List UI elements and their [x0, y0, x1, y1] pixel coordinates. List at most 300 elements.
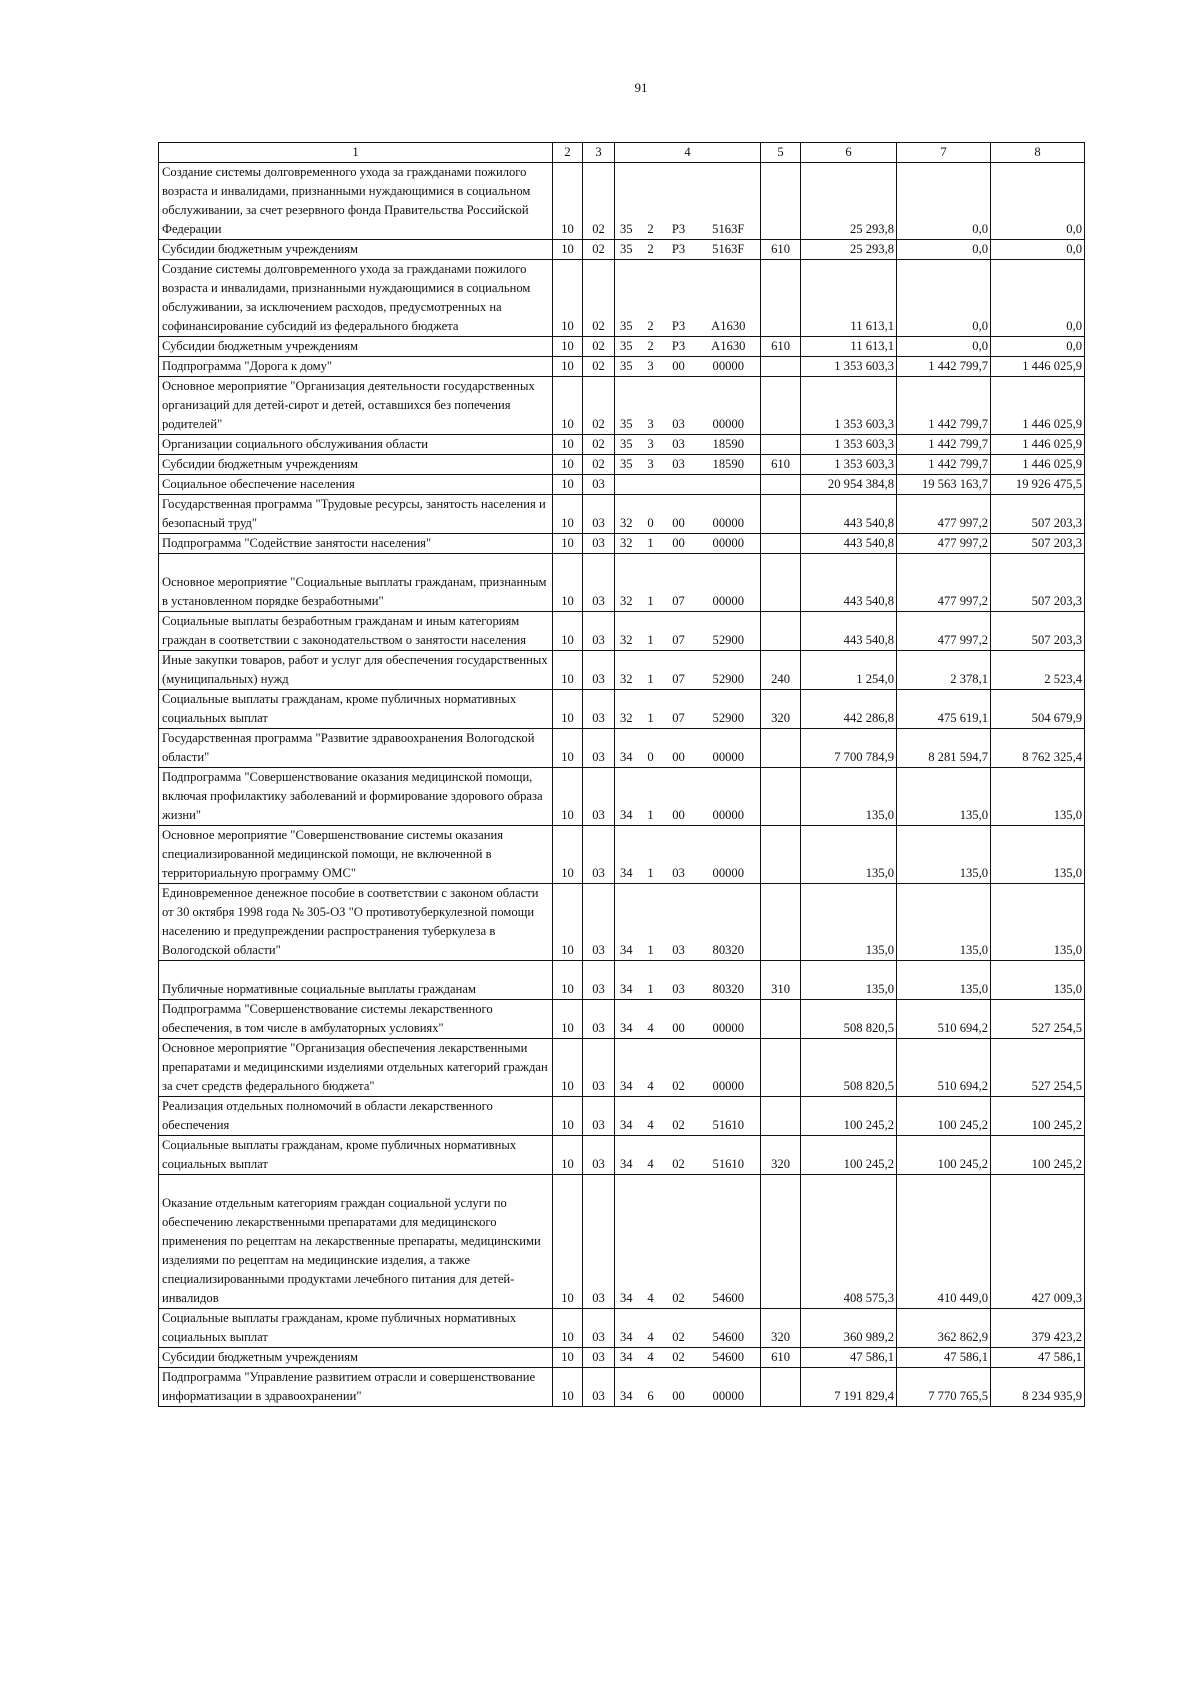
cell-expense-type [761, 475, 801, 495]
cell-name: Публичные нормативные социальные выплаты гражданам [159, 980, 553, 1000]
cell-amount-col8: 507 203,3 [991, 573, 1085, 612]
cell-amount-col6: 47 586,1 [801, 1348, 897, 1368]
spacer-cell [159, 1175, 553, 1195]
cell-section: 10 [553, 377, 583, 435]
cell-direction: 5163F [697, 163, 761, 240]
cell-program: 34 [615, 1309, 641, 1348]
spacer-cell [991, 1175, 1085, 1195]
cell-subsection: 02 [583, 435, 615, 455]
spacer-cell [697, 961, 761, 981]
cell-amount-col6: 100 245,2 [801, 1136, 897, 1175]
cell-subsection: 02 [583, 260, 615, 337]
cell-expense-type [761, 612, 801, 651]
cell-activity: Р3 [671, 339, 686, 353]
cell-subsection: 03 [583, 690, 615, 729]
cell-program: 34 [615, 1348, 641, 1368]
cell-amount-col6: 135,0 [801, 884, 897, 961]
cell-subprogram: 3 [647, 417, 654, 431]
cell-subsection: 03 [583, 1348, 615, 1368]
cell-subprogram: 1 [647, 808, 654, 822]
cell-subsection: 03 [583, 534, 615, 554]
cell-subsection: 03 [583, 573, 615, 612]
cell-name: Государственная программа "Трудовые ресурсы, занятость населения и безопасный труд" [159, 495, 553, 534]
cell-amount-col8: 19 926 475,5 [991, 475, 1085, 495]
cell-subsection: 03 [583, 768, 615, 826]
spacer-cell [897, 554, 991, 574]
cell-program: 34 [615, 768, 641, 826]
cell-amount-col7: 1 442 799,7 [897, 455, 991, 475]
cell-subprogram: 1 [647, 711, 654, 725]
cell-amount-col7: 477 997,2 [897, 612, 991, 651]
cell-amount-col8: 0,0 [991, 260, 1085, 337]
table-row [159, 1348, 1085, 1368]
cell-subprogram: 6 [647, 1389, 654, 1403]
spacer-row [159, 961, 1085, 981]
cell-program: 32 [615, 690, 641, 729]
cell-expense-type [761, 884, 801, 961]
cell-program: 34 [615, 1039, 641, 1097]
cell-amount-col6: 1 353 603,3 [801, 435, 897, 455]
cell-activity: 07 [672, 633, 685, 647]
cell-activity: 02 [672, 1330, 685, 1344]
cell-name: Создание системы долговременного ухода за гражданами пожилого возраста и инвалидами, признанными нуждающимися в социальном обслуживании, за исключением расходов, предусмотренных на софинансирование субсидий из федерального бюджета [159, 260, 553, 337]
cell-name: Реализация отдельных полномочий в области лекарственного обеспечения [159, 1097, 553, 1136]
cell-activity: 07 [672, 594, 685, 608]
cell-subprogram [641, 475, 661, 495]
cell-subsection: 03 [583, 475, 615, 495]
cell-subsection: 03 [583, 1000, 615, 1039]
spacer-cell [159, 554, 553, 574]
cell-program: 35 [615, 240, 641, 260]
table-row [159, 1368, 1085, 1407]
cell-subprogram: 2 [647, 319, 654, 333]
cell-direction: 5163F [697, 240, 761, 260]
table-row [159, 357, 1085, 377]
table-row [159, 884, 1085, 961]
spacer-cell [615, 554, 641, 574]
cell-name: Основное мероприятие "Организация деятельности государственных организаций для детей-сирот и детей, оставшихся без попечения родителей" [159, 377, 553, 435]
cell-amount-col8: 135,0 [991, 980, 1085, 1000]
cell-amount-col7: 135,0 [897, 768, 991, 826]
table-row [159, 337, 1085, 357]
cell-activity: 03 [672, 982, 685, 996]
cell-name: Социальное обеспечение населения [159, 475, 553, 495]
cell-subprogram: 0 [647, 516, 654, 530]
cell-name: Подпрограмма "Совершенствование оказания медицинской помощи, включая профилактику заболеваний и формирование здорового образа жизни" [159, 768, 553, 826]
cell-amount-col7: 0,0 [897, 240, 991, 260]
table-row [159, 651, 1085, 690]
spacer-cell [761, 961, 801, 981]
spacer-cell [583, 554, 615, 574]
cell-expense-type [761, 573, 801, 612]
cell-expense-type [761, 1039, 801, 1097]
cell-amount-col6: 443 540,8 [801, 495, 897, 534]
cell-amount-col6: 100 245,2 [801, 1097, 897, 1136]
cell-activity: 02 [672, 1157, 685, 1171]
cell-program: 34 [615, 826, 641, 884]
cell-activity: 02 [672, 1118, 685, 1132]
cell-expense-type [761, 729, 801, 768]
cell-section: 10 [553, 1097, 583, 1136]
cell-name: Государственная программа "Развитие здравоохранения Вологодской области" [159, 729, 553, 768]
cell-subsection: 03 [583, 1309, 615, 1348]
cell-subsection: 03 [583, 1194, 615, 1309]
cell-direction: 52900 [697, 651, 761, 690]
cell-program: 32 [615, 573, 641, 612]
cell-expense-type [761, 1000, 801, 1039]
header-col-2: 2 [553, 143, 583, 163]
table-row [159, 1309, 1085, 1348]
cell-amount-col7: 477 997,2 [897, 534, 991, 554]
cell-section: 10 [553, 1368, 583, 1407]
cell-expense-type [761, 377, 801, 435]
cell-amount-col6: 11 613,1 [801, 260, 897, 337]
table-row [159, 455, 1085, 475]
table-row [159, 1136, 1085, 1175]
cell-expense-type [761, 260, 801, 337]
cell-subprogram: 3 [647, 457, 654, 471]
header-col-3: 3 [583, 143, 615, 163]
cell-direction: 51610 [697, 1136, 761, 1175]
cell-name: Подпрограмма "Управление развитием отрасли и совершенствование информатизации в здравоохранении" [159, 1368, 553, 1407]
cell-section: 10 [553, 690, 583, 729]
cell-direction: 52900 [697, 690, 761, 729]
cell-amount-col8: 507 203,3 [991, 612, 1085, 651]
cell-direction [697, 475, 761, 495]
cell-section: 10 [553, 475, 583, 495]
cell-amount-col8: 135,0 [991, 884, 1085, 961]
cell-amount-col8: 2 523,4 [991, 651, 1085, 690]
cell-expense-type [761, 534, 801, 554]
cell-activity: 00 [672, 516, 685, 530]
cell-name: Подпрограмма "Содействие занятости населения" [159, 534, 553, 554]
cell-program: 32 [615, 534, 641, 554]
cell-direction: 00000 [697, 1000, 761, 1039]
cell-amount-col7: 0,0 [897, 337, 991, 357]
cell-program: 32 [615, 651, 641, 690]
cell-section: 10 [553, 534, 583, 554]
header-col-6: 6 [801, 143, 897, 163]
cell-amount-col8: 135,0 [991, 826, 1085, 884]
table-row [159, 475, 1085, 495]
spacer-cell [661, 554, 697, 574]
cell-amount-col8: 8 234 935,9 [991, 1368, 1085, 1407]
cell-section: 10 [553, 826, 583, 884]
cell-amount-col6: 11 613,1 [801, 337, 897, 357]
table-row [159, 768, 1085, 826]
cell-section: 10 [553, 573, 583, 612]
cell-subprogram: 4 [647, 1118, 654, 1132]
spacer-cell [641, 961, 661, 981]
spacer-cell [641, 1175, 661, 1195]
spacer-cell [615, 961, 641, 981]
cell-program: 35 [615, 337, 641, 357]
cell-direction: 00000 [697, 729, 761, 768]
cell-expense-type [761, 1097, 801, 1136]
cell-subsection: 02 [583, 357, 615, 377]
cell-section: 10 [553, 612, 583, 651]
cell-section: 10 [553, 1194, 583, 1309]
cell-name: Подпрограмма "Совершенствование системы лекарственного обеспечения, в том числе в амбулаторных условиях" [159, 1000, 553, 1039]
cell-name: Субсидии бюджетным учреждениям [159, 455, 553, 475]
cell-amount-col7: 19 563 163,7 [897, 475, 991, 495]
table-row [159, 1000, 1085, 1039]
cell-activity: 00 [672, 1389, 685, 1403]
table-row [159, 534, 1085, 554]
cell-amount-col6: 7 191 829,4 [801, 1368, 897, 1407]
cell-program: 35 [615, 435, 641, 455]
cell-amount-col6: 508 820,5 [801, 1039, 897, 1097]
page-number: 91 [634, 80, 648, 95]
cell-direction: 00000 [697, 534, 761, 554]
cell-expense-type: 320 [761, 1309, 801, 1348]
spacer-cell [897, 961, 991, 981]
cell-amount-col7: 135,0 [897, 826, 991, 884]
cell-subsection: 03 [583, 884, 615, 961]
cell-activity: 02 [672, 1350, 685, 1364]
cell-amount-col6: 20 954 384,8 [801, 475, 897, 495]
spacer-cell [583, 1175, 615, 1195]
cell-section: 10 [553, 357, 583, 377]
table-row [159, 1097, 1085, 1136]
cell-amount-col6: 508 820,5 [801, 1000, 897, 1039]
cell-subprogram: 1 [647, 633, 654, 647]
cell-amount-col8: 1 446 025,9 [991, 455, 1085, 475]
cell-program: 35 [615, 163, 641, 240]
cell-program: 34 [615, 884, 641, 961]
cell-expense-type [761, 435, 801, 455]
budget-table [158, 142, 1085, 1407]
cell-subprogram: 2 [647, 339, 654, 353]
table-row [159, 690, 1085, 729]
table-row [159, 573, 1085, 612]
cell-subprogram: 1 [647, 536, 654, 550]
cell-section: 10 [553, 1136, 583, 1175]
cell-expense-type [761, 1368, 801, 1407]
cell-section: 10 [553, 1000, 583, 1039]
cell-amount-col7: 135,0 [897, 884, 991, 961]
cell-amount-col7: 410 449,0 [897, 1194, 991, 1309]
cell-program: 34 [615, 1097, 641, 1136]
cell-subsection: 03 [583, 1097, 615, 1136]
spacer-cell [661, 961, 697, 981]
cell-direction: 54600 [697, 1348, 761, 1368]
cell-amount-col6: 1 254,0 [801, 651, 897, 690]
cell-subsection: 03 [583, 826, 615, 884]
cell-section: 10 [553, 1348, 583, 1368]
spacer-cell [801, 554, 897, 574]
cell-subsection: 03 [583, 1136, 615, 1175]
cell-program: 35 [615, 357, 641, 377]
table-row [159, 260, 1085, 337]
header-col-4: 4 [615, 143, 761, 163]
cell-expense-type: 320 [761, 690, 801, 729]
cell-amount-col7: 477 997,2 [897, 573, 991, 612]
cell-subprogram: 1 [647, 866, 654, 880]
cell-amount-col6: 1 353 603,3 [801, 377, 897, 435]
cell-expense-type [761, 826, 801, 884]
cell-direction: А1630 [697, 260, 761, 337]
cell-name: Социальные выплаты гражданам, кроме публичных нормативных социальных выплат [159, 1309, 553, 1348]
cell-amount-col8: 507 203,3 [991, 495, 1085, 534]
cell-amount-col8: 1 446 025,9 [991, 435, 1085, 455]
cell-subprogram: 2 [647, 222, 654, 236]
spacer-cell [761, 1175, 801, 1195]
header-col-8: 8 [991, 143, 1085, 163]
cell-amount-col6: 135,0 [801, 826, 897, 884]
cell-direction: 00000 [697, 495, 761, 534]
cell-amount-col6: 1 353 603,3 [801, 357, 897, 377]
cell-program: 34 [615, 1000, 641, 1039]
cell-amount-col7: 135,0 [897, 980, 991, 1000]
cell-subprogram: 4 [647, 1291, 654, 1305]
table-row [159, 729, 1085, 768]
cell-amount-col8: 1 446 025,9 [991, 377, 1085, 435]
cell-amount-col8: 379 423,2 [991, 1309, 1085, 1348]
cell-amount-col7: 0,0 [897, 260, 991, 337]
cell-direction: 54600 [697, 1194, 761, 1309]
cell-expense-type [761, 1194, 801, 1309]
cell-section: 10 [553, 1309, 583, 1348]
cell-expense-type: 240 [761, 651, 801, 690]
cell-activity: 03 [672, 866, 685, 880]
cell-activity: Р3 [671, 319, 686, 333]
cell-amount-col8: 0,0 [991, 240, 1085, 260]
cell-amount-col7: 1 442 799,7 [897, 435, 991, 455]
header-row [159, 143, 1085, 163]
cell-activity: 00 [672, 536, 685, 550]
cell-activity: 00 [672, 1021, 685, 1035]
cell-name: Создание системы долговременного ухода за гражданами пожилого возраста и инвалидами, признанными нуждающимися в социальном обслуживании, за счет резервного фонда Правительства Российской Федерации [159, 163, 553, 240]
cell-activity: 00 [672, 808, 685, 822]
cell-program: 35 [615, 377, 641, 435]
cell-name: Единовременное денежное пособие в соответствии с законом области от 30 октября 1998 года № 305-ОЗ "О противотуберкулезной помощи населению и предупреждении распространения туберкулеза в Вологодской области" [159, 884, 553, 961]
table-row [159, 495, 1085, 534]
cell-subprogram: 4 [647, 1079, 654, 1093]
cell-subsection: 03 [583, 651, 615, 690]
cell-amount-col8: 1 446 025,9 [991, 357, 1085, 377]
cell-subprogram: 2 [647, 242, 654, 256]
cell-subsection: 03 [583, 1039, 615, 1097]
cell-program: 32 [615, 612, 641, 651]
cell-name: Социальные выплаты гражданам, кроме публичных нормативных социальных выплат [159, 690, 553, 729]
cell-direction: 00000 [697, 1368, 761, 1407]
cell-direction: 80320 [697, 884, 761, 961]
cell-direction: 00000 [697, 768, 761, 826]
cell-expense-type [761, 357, 801, 377]
cell-amount-col7: 1 442 799,7 [897, 377, 991, 435]
cell-amount-col7: 47 586,1 [897, 1348, 991, 1368]
cell-section: 10 [553, 768, 583, 826]
cell-subprogram: 0 [647, 750, 654, 764]
table-row [159, 240, 1085, 260]
table-row [159, 1194, 1085, 1309]
cell-section: 10 [553, 260, 583, 337]
cell-direction: 00000 [697, 573, 761, 612]
cell-expense-type: 610 [761, 1348, 801, 1368]
cell-program [615, 475, 641, 495]
cell-name: Субсидии бюджетным учреждениям [159, 240, 553, 260]
cell-amount-col8: 507 203,3 [991, 534, 1085, 554]
cell-subsection: 03 [583, 612, 615, 651]
cell-amount-col7: 477 997,2 [897, 495, 991, 534]
cell-program: 35 [615, 260, 641, 337]
cell-name: Социальные выплаты безработным гражданам и иным категориям граждан в соответствии с законодательством о занятости населения [159, 612, 553, 651]
cell-subsection: 03 [583, 980, 615, 1000]
cell-section: 10 [553, 495, 583, 534]
header-col-5: 5 [761, 143, 801, 163]
table-row [159, 826, 1085, 884]
cell-section: 10 [553, 651, 583, 690]
cell-expense-type: 310 [761, 980, 801, 1000]
cell-subsection: 02 [583, 377, 615, 435]
cell-direction: 51610 [697, 1097, 761, 1136]
cell-name: Социальные выплаты гражданам, кроме публичных нормативных социальных выплат [159, 1136, 553, 1175]
cell-subprogram: 4 [647, 1330, 654, 1344]
table-row [159, 980, 1085, 1000]
table-row [159, 612, 1085, 651]
cell-name: Основное мероприятие "Социальные выплаты гражданам, признанным в установленном порядке безработными" [159, 573, 553, 612]
cell-name: Основное мероприятие "Организация обеспечения лекарственными препаратами и медицинскими изделиями отдельных категорий граждан за счет средств федерального бюджета" [159, 1039, 553, 1097]
cell-subsection: 03 [583, 1368, 615, 1407]
cell-amount-col6: 442 286,8 [801, 690, 897, 729]
cell-name: Подпрограмма "Дорога к дому" [159, 357, 553, 377]
cell-program: 34 [615, 980, 641, 1000]
cell-subprogram: 1 [647, 594, 654, 608]
cell-direction: 18590 [697, 435, 761, 455]
cell-amount-col6: 1 353 603,3 [801, 455, 897, 475]
cell-activity: 00 [672, 359, 685, 373]
cell-amount-col7: 1 442 799,7 [897, 357, 991, 377]
cell-expense-type: 610 [761, 455, 801, 475]
cell-amount-col6: 7 700 784,9 [801, 729, 897, 768]
cell-subprogram: 4 [647, 1157, 654, 1171]
cell-activity: 03 [672, 417, 685, 431]
cell-amount-col6: 443 540,8 [801, 573, 897, 612]
cell-amount-col7: 475 619,1 [897, 690, 991, 729]
cell-direction: 00000 [697, 826, 761, 884]
cell-subprogram: 4 [647, 1350, 654, 1364]
cell-section: 10 [553, 163, 583, 240]
cell-direction: 00000 [697, 1039, 761, 1097]
spacer-cell [801, 961, 897, 981]
header-col-1: 1 [159, 143, 553, 163]
spacer-cell [583, 961, 615, 981]
spacer-cell [991, 961, 1085, 981]
cell-program: 34 [615, 729, 641, 768]
cell-direction: 00000 [697, 377, 761, 435]
cell-activity: Р3 [671, 222, 686, 236]
spacer-cell [991, 554, 1085, 574]
cell-section: 10 [553, 884, 583, 961]
spacer-cell [761, 554, 801, 574]
cell-section: 10 [553, 455, 583, 475]
cell-activity: 02 [672, 1079, 685, 1093]
cell-program: 34 [615, 1368, 641, 1407]
cell-expense-type [761, 768, 801, 826]
cell-section: 10 [553, 240, 583, 260]
table-row [159, 435, 1085, 455]
spacer-row [159, 1175, 1085, 1195]
spacer-cell [553, 961, 583, 981]
cell-activity: 07 [672, 711, 685, 725]
cell-subprogram: 1 [647, 943, 654, 957]
spacer-cell [159, 961, 553, 981]
cell-activity: 00 [672, 750, 685, 764]
cell-amount-col6: 443 540,8 [801, 534, 897, 554]
cell-subprogram: 4 [647, 1021, 654, 1035]
cell-amount-col7: 510 694,2 [897, 1039, 991, 1097]
